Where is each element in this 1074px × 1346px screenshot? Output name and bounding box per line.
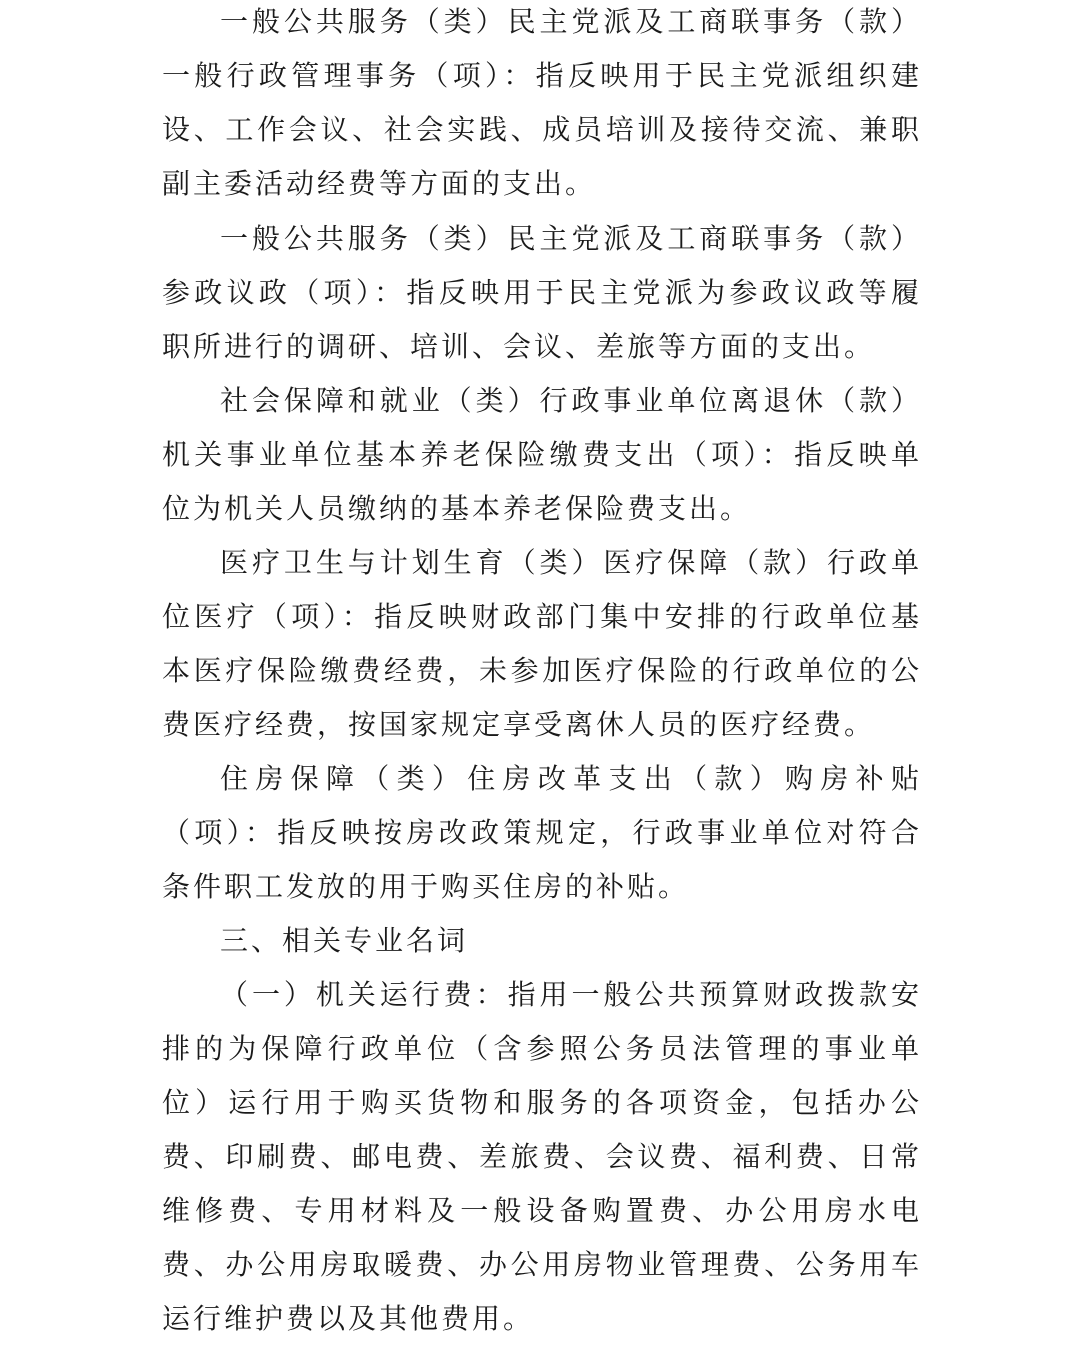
section-heading-terms: 三、相关专业名词 [220, 924, 469, 957]
paragraph-pension-insurance: 社会保障和就业（类）行政事业单位离退休（款）机关事业单位基本养老保险缴费支出（项）：指反映单位为机关人员缴纳的基本养老保险费支出。 [162, 384, 922, 525]
paragraph-operating-expenses: （一）机关运行费：指用一般公共预算财政拨款安排的为保障行政单位（含参照公务员法管理的事业单位）运行用于购买货物和服务的各项资金，包括办公费、印刷费、邮电费、差旅费、会议费、福利费、日常维修费、专用材料及一般设备购置费、办公用房水电费、办公用房取暖费、办公用房物业管理费、公务用车运行维护费以及其他费用。 [162, 978, 922, 1335]
paragraph-political-participation: 一般公共服务（类）民主党派及工商联事务（款）参政议政（项）：指反映用于民主党派为参政议政等履职所进行的调研、培训、会议、差旅等方面的支出。 [162, 222, 922, 363]
paragraph-housing-subsidy: 住房保障（类）住房改革支出（款）购房补贴（项）：指反映按房改政策规定，行政事业单位对符合条件职工发放的用于购买住房的补贴。 [162, 762, 922, 903]
paragraph-general-admin-affairs: 一般公共服务（类）民主党派及工商联事务（款）一般行政管理事务（项）：指反映用于民主党派组织建设、工作会议、社会实践、成员培训及接待交流、兼职副主委活动经费等方面的支出。 [162, 5, 922, 200]
paragraph-medical-insurance: 医疗卫生与计划生育（类）医疗保障（款）行政单位医疗（项）：指反映财政部门集中安排的行政单位基本医疗保险缴费经费，未参加医疗保险的行政单位的公费医疗经费，按国家规定享受离休人员的医疗经费。 [162, 546, 922, 741]
